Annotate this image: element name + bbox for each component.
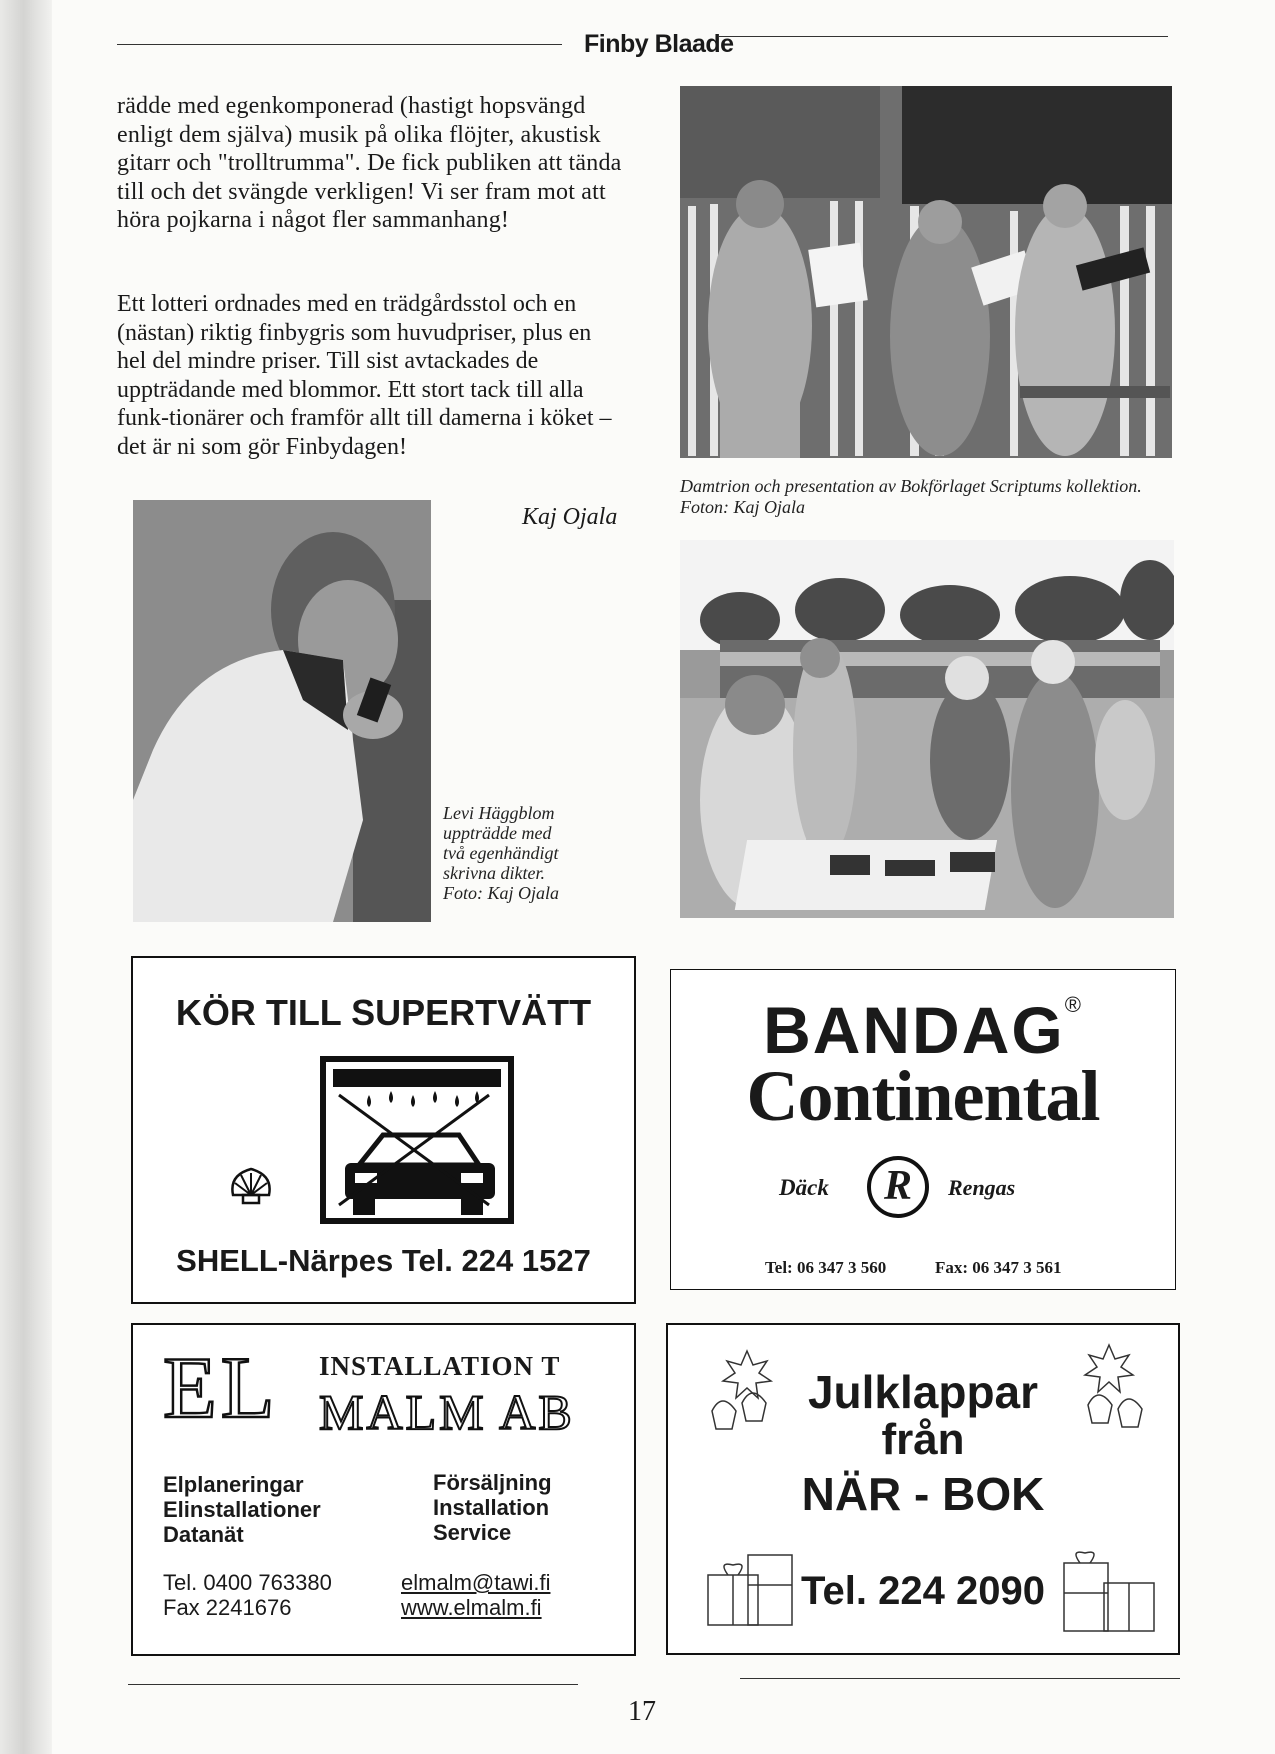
ad-narbok-line-3: NÄR - BOK <box>801 1468 1045 1520</box>
photo-levi-caption <box>443 803 623 903</box>
ad-bandag-rengas: Rengas <box>948 1175 1016 1200</box>
photo-levi-image <box>133 500 431 922</box>
photo-book-table-image <box>680 540 1174 918</box>
elmalm-right-2: Installation <box>433 1495 550 1520</box>
ad-narbok-tel: Tel. 224 2090 <box>801 1569 1045 1613</box>
elmalm-right-3: Service <box>433 1520 512 1545</box>
article-paragraph-1-text: rädde med egenkomponerad (hastigt hopsvängd enligt dem själva) musik på olika flöjter, akustisk gitarr och "trolltrumma". De fick publiken att tända till och det svängde verkligen! Vi ser fram mot att höra pojkarna i något fler sammanhang! <box>117 93 622 233</box>
article-paragraph-2-text: Ett lotteri ordnades med en trädgårdsstol och en (nästan) riktig finbygris som huvudpriser, plus en hel del mindre priser. Till sist avtackades de uppträdande med blommor. Ett stort tack till alla funk-tionärer och framför allt till damerna i köket – det är ni som gör Finbydagen! <box>117 291 612 460</box>
levi-caption-line-5: Foto: Kaj Ojala <box>443 883 559 903</box>
ad-narbok-line-1: Julklappar <box>807 1366 1039 1418</box>
ad-elmalm <box>131 1323 636 1656</box>
ad-elmalm-logo-el: EL <box>163 1340 279 1437</box>
article-signature: Kaj Ojala <box>522 504 618 530</box>
elmalm-web-link[interactable]: www.elmalm.fi <box>401 1595 542 1620</box>
ad-supertvatt-footer: SHELL-Närpes Tel. 224 1527 <box>176 1243 591 1278</box>
photo-book-table <box>680 540 1174 918</box>
ad-bandag-tel: Tel: 06 347 3 560 <box>765 1258 887 1277</box>
ad-elmalm-contact-left <box>163 1570 332 1620</box>
footer-rule-left <box>128 1684 578 1685</box>
footer-rule-right <box>740 1678 1180 1679</box>
ad-elmalm-services-right <box>433 1470 552 1545</box>
levi-caption-line-3: två egenhändigt <box>443 843 559 863</box>
ad-supertvatt <box>131 956 636 1304</box>
ad-narbok-line-2: från <box>881 1415 965 1464</box>
ad-bandag-fax: Fax: 06 347 3 561 <box>935 1258 1062 1277</box>
page-number: 17 <box>628 1696 656 1727</box>
ad-elmalm-installation: INSTALLATION T <box>319 1351 561 1381</box>
car-wash-icon <box>319 1055 515 1225</box>
levi-caption-line-1: Levi Häggblom <box>443 803 555 823</box>
elmalm-fax: Fax 2241676 <box>163 1595 292 1620</box>
elmalm-tel: Tel. 0400 763380 <box>163 1570 332 1595</box>
elmalm-email-link[interactable]: elmalm@tawi.fi <box>401 1570 551 1595</box>
photo-singers-image <box>680 86 1172 458</box>
page-header-title: Finby Blaade <box>584 30 734 58</box>
registered-mark: ® <box>1064 992 1083 1017</box>
shell-logo-icon <box>227 1165 275 1209</box>
ad-supertvatt-headline: KÖR TILL SUPERTVÄTT <box>175 992 592 1033</box>
ad-elmalm-services-left <box>163 1472 321 1547</box>
elmalm-right-1: Försäljning <box>433 1470 552 1495</box>
photo-levi <box>133 500 431 922</box>
elmalm-left-1: Elplaneringar <box>163 1472 304 1497</box>
ad-elmalm-malm-ab: MALM AB <box>319 1384 575 1440</box>
elmalm-left-2: Elinstallationer <box>163 1497 321 1522</box>
ad-elmalm-contact-right <box>401 1570 550 1620</box>
ad-bandag-logo <box>867 1156 929 1218</box>
ad-bandag-continental: Continental <box>746 1056 1100 1136</box>
header-rule-right <box>718 36 1168 37</box>
ad-narbok <box>666 1323 1180 1655</box>
photo-singers-caption: Damtrion och presentation av Bokförlaget Scriptums kollektion. Foton: Kaj Ojala <box>680 476 1142 517</box>
rengas-logo-letter: R <box>883 1163 912 1209</box>
article-paragraph-2 <box>117 290 625 461</box>
ad-bandag-dack: Däck <box>779 1175 829 1200</box>
article-paragraph-1 <box>117 92 629 235</box>
bandag-brand-text: BANDAG <box>763 993 1065 1067</box>
photo-singers <box>680 86 1172 458</box>
elmalm-left-3: Datanät <box>163 1522 244 1547</box>
header-rule-left <box>117 44 562 45</box>
levi-caption-line-2: uppträdde med <box>443 823 552 843</box>
levi-caption-line-4: skrivna dikter. <box>443 863 545 883</box>
binding-shadow <box>0 0 52 1754</box>
ad-bandag <box>670 969 1176 1290</box>
